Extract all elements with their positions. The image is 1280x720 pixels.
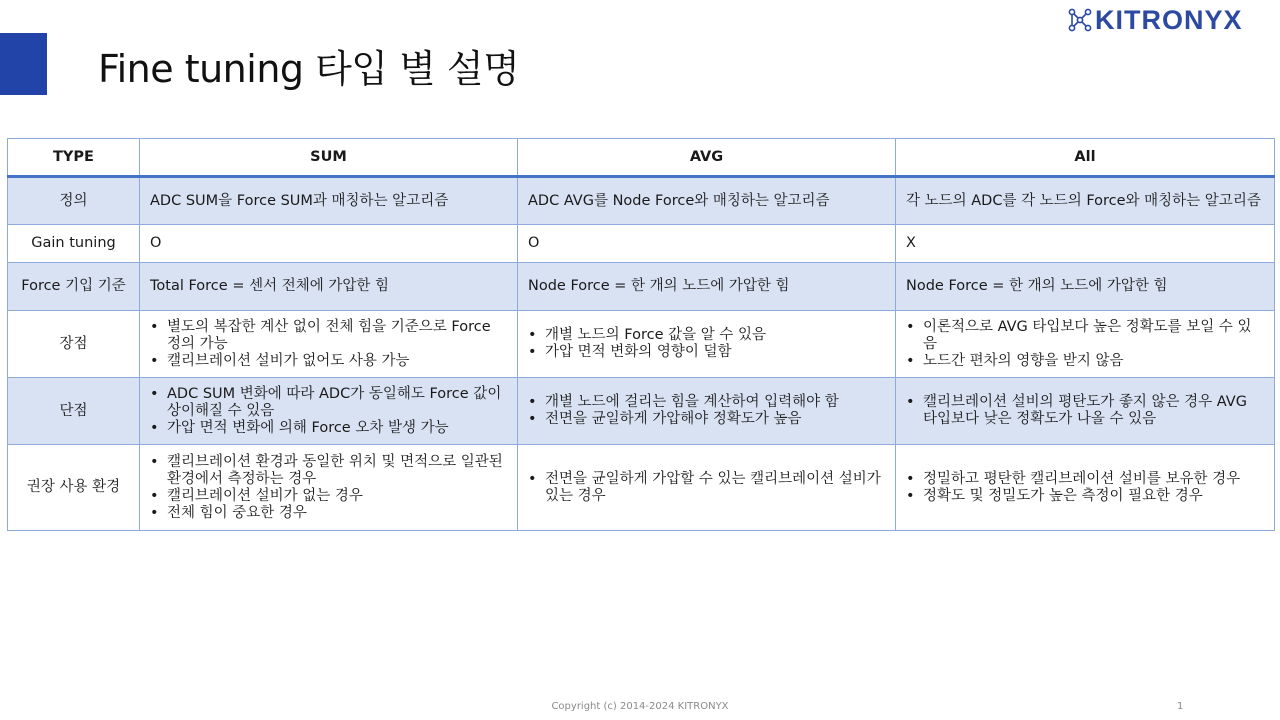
advantages-all-list: [906, 319, 1264, 370]
table-row-disadvantages: [8, 378, 1275, 445]
advantages-avg: [518, 311, 896, 378]
node-grid-icon: [1068, 8, 1092, 32]
bullet-item: • ADC SUM 변화에 따라 ADC가 동일해도 Force 값이 상이해질 수 있음: [150, 386, 507, 420]
bullet-item: • 가압 면적 변화의 영향이 덜함: [528, 344, 885, 361]
recommended-use-avg: [518, 445, 896, 531]
table-row-definition: [8, 177, 1275, 225]
table-row-advantages: [8, 311, 1275, 378]
bullet-item: • 전면을 균일하게 가압해야 정확도가 높음: [528, 411, 885, 428]
recommended-use-all: [896, 445, 1275, 531]
logo-wordmark: KITRONYX: [1095, 5, 1243, 35]
disadvantages-sum-list: [150, 386, 507, 437]
bullet-item: • 전면을 균일하게 가압할 수 있는 캘리브레이션 설비가 있는 경우: [528, 471, 885, 505]
bullet-item: • 캘리브레이션 설비가 없어도 사용 가능: [150, 353, 507, 370]
gain-tuning-avg: O: [518, 225, 896, 263]
advantages-sum: [140, 311, 518, 378]
advantages-avg-list: [528, 327, 885, 361]
copyright-footer: Copyright (c) 2014-2024 KITRONYX: [551, 701, 729, 712]
bullet-item: • 노드간 편차의 영향을 받지 않음: [906, 353, 1264, 370]
force-basis-avg: Node Force = 한 개의 노드에 가압한 힘: [518, 263, 896, 311]
bullet-item: • 이론적으로 AVG 타입보다 높은 정확도를 보일 수 있음: [906, 319, 1264, 353]
disadvantages-avg: [518, 378, 896, 445]
bullet-item: • 정확도 및 정밀도가 높은 측정이 필요한 경우: [906, 488, 1264, 505]
row-label-recommended-use: 권장 사용 환경: [8, 445, 140, 531]
header-sum: SUM: [140, 139, 518, 177]
disadvantages-sum: [140, 378, 518, 445]
recommended-use-sum-list: [150, 454, 507, 522]
disadvantages-avg-list: [528, 394, 885, 428]
recommended-use-avg-list: [528, 471, 885, 505]
force-basis-sum: Total Force = 센서 전체에 가압한 힘: [140, 263, 518, 311]
bullet-item: • 정밀하고 평탄한 캘리브레이션 설비를 보유한 경우: [906, 471, 1264, 488]
bullet-item: • 전체 힘이 중요한 경우: [150, 505, 507, 522]
title-accent-bar: [0, 33, 47, 95]
gain-tuning-all: X: [896, 225, 1275, 263]
force-basis-all: Node Force = 한 개의 노드에 가압한 힘: [896, 263, 1275, 311]
fine-tuning-type-table: [7, 138, 1275, 531]
advantages-all: [896, 311, 1275, 378]
bullet-item: • 개별 노드에 걸리는 힘을 계산하여 입력해야 함: [528, 394, 885, 411]
definition-all: 각 노드의 ADC를 각 노드의 Force와 매칭하는 알고리즘: [896, 177, 1275, 225]
row-label-advantages: 장점: [8, 311, 140, 378]
page-number: 1: [1177, 701, 1184, 712]
gain-tuning-sum: O: [140, 225, 518, 263]
table-header-row: [8, 139, 1275, 177]
page-title: Fine tuning 타입 별 설명: [98, 47, 520, 91]
row-label-definition: 정의: [8, 177, 140, 225]
table-row-gain-tuning: [8, 225, 1275, 263]
company-logo: [1068, 5, 1243, 35]
disadvantages-all: [896, 378, 1275, 445]
bullet-item: • 캘리브레이션 설비의 평탄도가 좋지 않은 경우 AVG 타입보다 낮은 정확도가 나올 수 있음: [906, 394, 1264, 428]
recommended-use-sum: [140, 445, 518, 531]
bullet-item: • 개별 노드의 Force 값을 알 수 있음: [528, 327, 885, 344]
advantages-sum-list: [150, 319, 507, 370]
header-type: TYPE: [8, 139, 140, 177]
bullet-item: • 캘리브레이션 환경과 동일한 위치 및 면적으로 일관된 환경에서 측정하는 경우: [150, 454, 507, 488]
row-label-force-basis: Force 기입 기준: [8, 263, 140, 311]
bullet-item: • 캘리브레이션 설비가 없는 경우: [150, 488, 507, 505]
header-all: All: [896, 139, 1275, 177]
bullet-item: • 가압 면적 변화에 의해 Force 오차 발생 가능: [150, 420, 507, 437]
row-label-gain-tuning: Gain tuning: [8, 225, 140, 263]
table-row-recommended-use: [8, 445, 1275, 531]
header-avg: AVG: [518, 139, 896, 177]
definition-avg: ADC AVG를 Node Force와 매칭하는 알고리즘: [518, 177, 896, 225]
disadvantages-all-list: [906, 394, 1264, 428]
recommended-use-all-list: [906, 471, 1264, 505]
bullet-item: • 별도의 복잡한 계산 없이 전체 힘을 기준으로 Force 정의 가능: [150, 319, 507, 353]
row-label-disadvantages: 단점: [8, 378, 140, 445]
definition-sum: ADC SUM을 Force SUM과 매칭하는 알고리즘: [140, 177, 518, 225]
table-row-force-basis: [8, 263, 1275, 311]
